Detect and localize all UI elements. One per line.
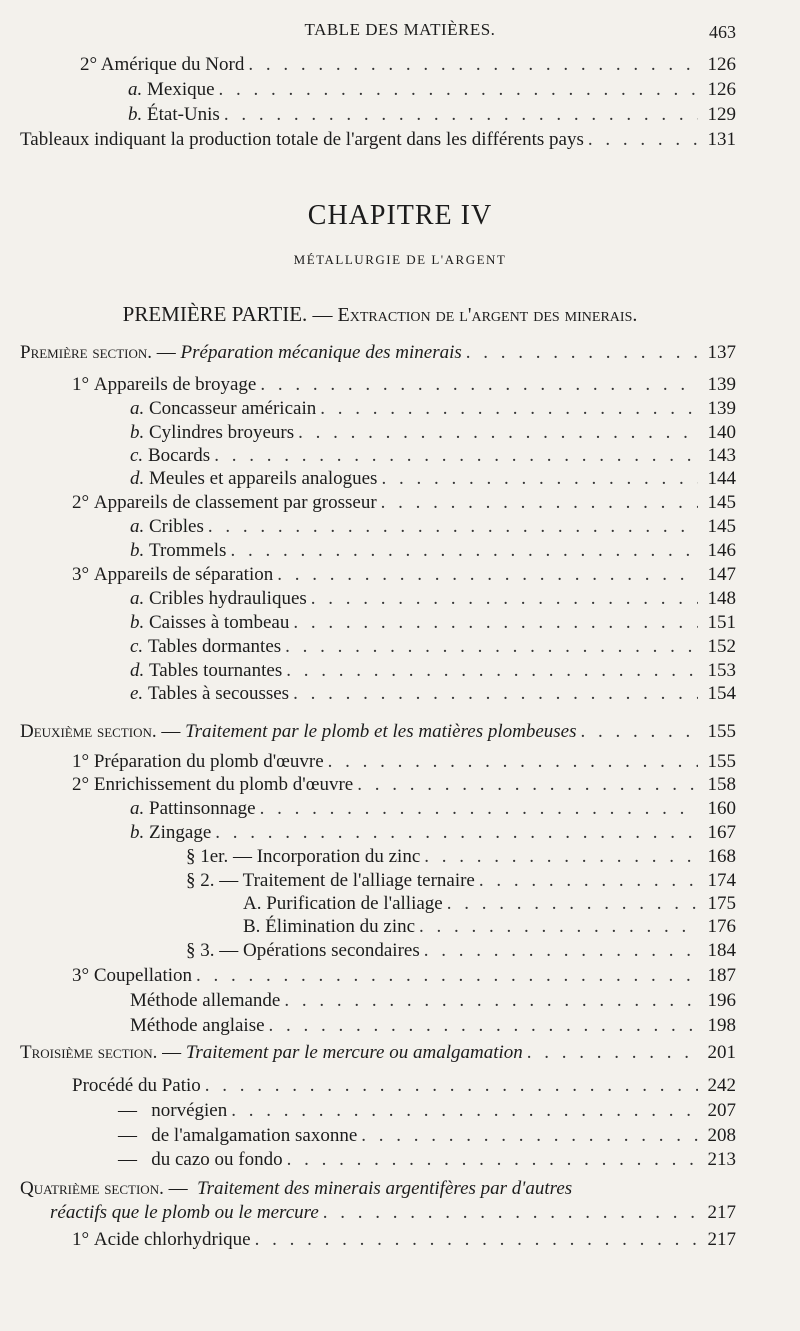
- entry-prefix: d.: [130, 468, 145, 489]
- entry-prefix: 1°: [72, 374, 90, 395]
- entry-prefix: b.: [130, 540, 145, 561]
- toc-entry: [130, 681, 736, 707]
- part-label: PREMIÈRE PARTIE.: [122, 302, 308, 326]
- entry-label: de l'amalgamation saxonne: [151, 1125, 358, 1146]
- entry-page: 174: [707, 870, 736, 891]
- section-title: Traitement par le plomb et les matières plombeuses: [185, 721, 577, 742]
- entry-prefix: § 1er.: [186, 846, 229, 867]
- section-title: Préparation mécanique des minerais: [180, 342, 462, 363]
- entry-prefix: c.: [130, 445, 144, 466]
- section-title-line1: Traitement des minerais argentifères par d'autres: [197, 1178, 573, 1199]
- header-title: TABLE DES MATIÈRES.: [304, 20, 496, 39]
- toc-entry: [130, 586, 736, 612]
- entry-page: 131: [707, 129, 736, 150]
- entry-page: 145: [707, 492, 736, 513]
- toc-entry: [130, 610, 736, 636]
- entry-prefix: 2°: [72, 492, 90, 513]
- entry-prefix: a.: [130, 516, 145, 537]
- toc-entry: [118, 1147, 736, 1173]
- entry-label: — Traitement de l'alliage ternaire: [219, 870, 475, 891]
- section-title: Traitement par le mercure ou amalgamation: [185, 1042, 523, 1063]
- toc-entry: [72, 1227, 736, 1253]
- entry-label: du cazo ou fondo: [151, 1149, 283, 1170]
- entry-page: 217: [707, 1229, 736, 1250]
- entry-label: Appareils de séparation: [93, 564, 274, 585]
- entry-label: Enrichissement du plomb d'œuvre: [93, 774, 354, 795]
- entry-page: 155: [707, 751, 736, 772]
- entry-label: Méthode anglaise: [130, 1015, 265, 1036]
- entry-prefix: 3°: [72, 965, 90, 986]
- toc-entry: [130, 538, 736, 564]
- part-title: — Extraction de l'argent des minerais.: [312, 304, 638, 326]
- entry-label: Cribles: [149, 516, 204, 537]
- entry-prefix: b.: [128, 104, 143, 125]
- entry-prefix: a.: [130, 398, 145, 419]
- entry-page: 153: [707, 660, 736, 681]
- entry-label: 2° Amérique du Nord: [80, 54, 245, 75]
- entry-prefix: § 3.: [186, 940, 215, 961]
- entry-page: 139: [707, 398, 736, 419]
- entry-prefix: c.: [130, 636, 144, 657]
- section-heading: Troisième section. — Traitement par le mercure ou amalgamation . . . 201: [20, 1040, 736, 1066]
- entry-label: Préparation du plomb d'œuvre: [93, 751, 324, 772]
- toc-entry: [72, 562, 736, 588]
- entry-label: — Opérations secondaires: [219, 940, 420, 961]
- entry-label: Élimination du zinc: [265, 916, 416, 937]
- entry-page: 126: [707, 79, 736, 100]
- entry-label: Acide chlorhydrique: [93, 1229, 251, 1250]
- entry-page: 196: [707, 990, 736, 1011]
- entry-prefix: —: [118, 1149, 137, 1170]
- entry-label: Cribles hydrauliques: [149, 588, 307, 609]
- section-heading: Deuxième section. — Traitement par le plomb et les matières plombeuses . . . 155: [20, 719, 736, 745]
- entry-page: 140: [707, 422, 736, 443]
- entry-label: Bocards: [147, 445, 211, 466]
- running-header: [0, 18, 800, 48]
- header-page-number: 463: [709, 22, 736, 42]
- part-heading: [0, 302, 760, 327]
- entry-label: Appareils de broyage: [93, 374, 257, 395]
- entry-label: Cylindres broyeurs: [149, 422, 295, 443]
- toc-entry: [243, 914, 736, 940]
- section-label: Troisième section.: [20, 1042, 158, 1063]
- section-title-line2: réactifs que le plomb ou le mercure: [50, 1202, 319, 1223]
- section-page: 217: [707, 1202, 736, 1223]
- section-label: Première section.: [20, 342, 153, 363]
- toc-entry: [130, 796, 736, 822]
- entry-prefix: § 2.: [186, 870, 215, 891]
- toc-entry: [130, 634, 736, 660]
- entry-page: 148: [707, 588, 736, 609]
- toc-entry: [130, 1013, 736, 1039]
- entry-label: — Incorporation du zinc: [232, 846, 421, 867]
- entry-prefix: 1°: [72, 1229, 90, 1250]
- toc-entry: [72, 963, 736, 989]
- entry-page: 242: [707, 1075, 736, 1096]
- entry-page: 143: [707, 445, 736, 466]
- entry-prefix: —: [118, 1100, 137, 1121]
- toc-entry: [118, 1123, 736, 1149]
- toc-entry: [130, 820, 736, 846]
- toc-entry: [118, 1098, 736, 1124]
- section-heading-line2: [50, 1200, 736, 1226]
- toc-entry: [186, 844, 736, 870]
- section-page: 201: [707, 1042, 736, 1063]
- entry-label: Tables dormantes: [147, 636, 282, 657]
- toc-entry: [130, 396, 736, 422]
- entry-label: Tables à secousses: [147, 683, 290, 704]
- chapter-heading: CHAPITRE IV: [307, 200, 493, 231]
- entry-page: 208: [707, 1125, 736, 1146]
- entry-page: 175: [707, 893, 736, 914]
- entry-prefix: —: [118, 1125, 137, 1146]
- entry-label: Appareils de classement par grosseur: [93, 492, 377, 513]
- entry-page: 147: [707, 564, 736, 585]
- toc-entry: [20, 127, 736, 153]
- entry-page: 187: [707, 965, 736, 986]
- entry-label: Trommels: [149, 540, 227, 561]
- chapter-subtitle: MÉTALLURGIE DE L'ARGENT: [293, 252, 507, 267]
- entry-page: 145: [707, 516, 736, 537]
- entry-page: 213: [707, 1149, 736, 1170]
- entry-prefix: 1°: [72, 751, 90, 772]
- entry-label: Coupellation: [93, 965, 193, 986]
- entry-page: 144: [707, 468, 736, 489]
- entry-page: 168: [707, 846, 736, 867]
- entry-prefix: B.: [243, 916, 261, 937]
- toc-entry: [128, 102, 736, 128]
- toc-entry: [72, 1073, 736, 1099]
- entry-label: Concasseur américain: [149, 398, 317, 419]
- entry-page: 176: [707, 916, 736, 937]
- toc-entry: [128, 77, 736, 103]
- section-page: 155: [707, 721, 736, 742]
- toc-entry: [130, 466, 736, 492]
- entry-page: 167: [707, 822, 736, 843]
- entry-label: État-Unis: [147, 104, 220, 125]
- entry-page: 160: [707, 798, 736, 819]
- entry-label: Tables tournantes: [149, 660, 283, 681]
- toc-entry: [130, 514, 736, 540]
- entry-page: 151: [707, 612, 736, 633]
- toc-entry: [80, 52, 736, 78]
- entry-prefix: 3°: [72, 564, 90, 585]
- entry-page: 126: [707, 54, 736, 75]
- entry-page: 139: [707, 374, 736, 395]
- entry-label: Purification de l'alliage: [266, 893, 443, 914]
- entry-page: 154: [707, 683, 736, 704]
- entry-page: 184: [707, 940, 736, 961]
- entry-prefix: 2°: [72, 774, 90, 795]
- entry-prefix: b.: [130, 822, 145, 843]
- entry-label: Meules et appareils analogues: [149, 468, 378, 489]
- entry-prefix: e.: [130, 683, 144, 704]
- entry-page: 129: [707, 104, 736, 125]
- toc-entry: [72, 490, 736, 516]
- entry-label: Procédé du Patio: [72, 1075, 201, 1096]
- entry-label: Pattinsonnage: [149, 798, 256, 819]
- entry-page: 207: [707, 1100, 736, 1121]
- entry-prefix: a.: [130, 798, 145, 819]
- entry-page: 152: [707, 636, 736, 657]
- entry-label: Méthode allemande: [130, 990, 281, 1011]
- entry-label: Caisses à tombeau: [149, 612, 290, 633]
- section-page: 137: [707, 342, 736, 363]
- section-label: Quatrième section.: [20, 1178, 164, 1199]
- section-heading: Première section. — Préparation mécanique des minerais . . . 137: [20, 340, 736, 366]
- section-heading-line1: Quatrième section. — Traitement des minerais argentifères par d'autres: [20, 1178, 573, 1199]
- entry-prefix: b.: [130, 612, 145, 633]
- entry-label: norvégien: [151, 1100, 228, 1121]
- entry-prefix: A.: [243, 893, 262, 914]
- entry-page: 158: [707, 774, 736, 795]
- toc-entry: [186, 938, 736, 964]
- entry-prefix: d.: [130, 660, 145, 681]
- entry-label: Mexique: [147, 79, 215, 100]
- entry-label: Zingage: [149, 822, 212, 843]
- entry-page: 198: [707, 1015, 736, 1036]
- section-label: Deuxième section.: [20, 721, 157, 742]
- entry-label: Tableaux indiquant la production totale de l'argent dans les différents pays: [20, 129, 584, 150]
- entry-prefix: b.: [130, 422, 145, 443]
- toc-entry: [72, 372, 736, 398]
- toc-entry: [130, 988, 736, 1014]
- entry-page: 146: [707, 540, 736, 561]
- entry-prefix: a.: [128, 79, 143, 100]
- toc-entry: [72, 772, 736, 798]
- entry-prefix: a.: [130, 588, 145, 609]
